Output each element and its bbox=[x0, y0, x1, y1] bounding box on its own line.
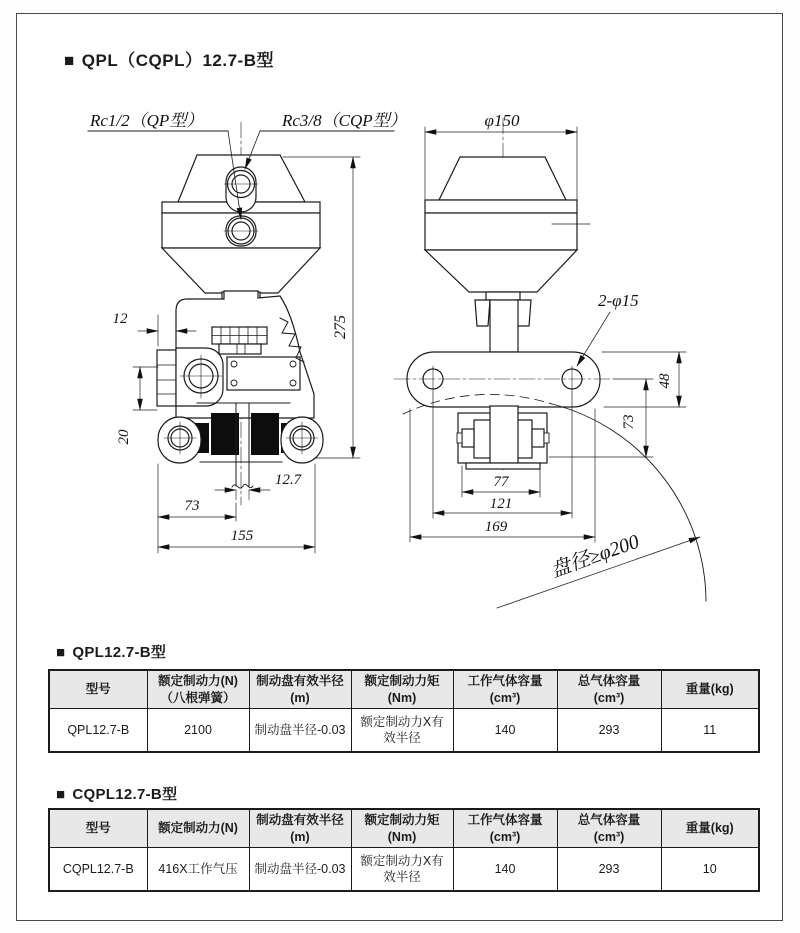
disc-note: 盘径≥φ200 bbox=[547, 530, 643, 583]
chamber-cone-side bbox=[425, 250, 577, 292]
col-rated-force: 额定制动力(N) bbox=[147, 809, 249, 848]
cell-model: QPL12.7-B bbox=[49, 709, 147, 753]
section-bullet-icon: ■ bbox=[56, 786, 66, 803]
cell-effective-radius: 制动盘半径-0.03 bbox=[249, 848, 351, 892]
name-plate bbox=[227, 357, 300, 390]
cell-total-volume: 293 bbox=[557, 709, 661, 753]
stem-nut-left bbox=[475, 300, 490, 326]
dim-48: 48 bbox=[657, 373, 673, 389]
cell-working-volume: 140 bbox=[453, 848, 557, 892]
cell-rated-force: 2100 bbox=[147, 709, 249, 753]
dim-73-left: 73 bbox=[184, 498, 200, 514]
section-bullet-icon: ■ bbox=[56, 644, 66, 661]
dim-121: 121 bbox=[489, 496, 513, 512]
dim-77: 77 bbox=[493, 474, 509, 490]
dim-275: 275 bbox=[332, 315, 349, 339]
section-bullet-icon: ■ bbox=[64, 51, 75, 70]
adjuster-base bbox=[219, 344, 261, 354]
table-header-row bbox=[49, 809, 759, 848]
col-effective-radius: 制动盘有效半径 (m) bbox=[249, 809, 351, 848]
label-2-dia15: 2-φ15 bbox=[598, 291, 639, 310]
bracket-foot bbox=[466, 463, 540, 469]
cell-rated-force: 416X工作气压 bbox=[147, 848, 249, 892]
col-effective-radius: 制动盘有效半径 (m) bbox=[249, 670, 351, 709]
col-total-volume: 总气体容量 (cm³) bbox=[557, 809, 661, 848]
chamber-bottom-trapezoid bbox=[162, 248, 320, 293]
dim-12: 12 bbox=[112, 311, 128, 327]
dim-12-7: 12.7 bbox=[274, 472, 302, 488]
port-label-cqp: Rc3/8（CQP型） bbox=[282, 111, 407, 130]
stem-collar bbox=[486, 292, 520, 300]
front-view bbox=[157, 122, 323, 505]
leader-2-dia15 bbox=[577, 312, 610, 366]
cell-total-volume: 293 bbox=[557, 848, 661, 892]
chamber-dome-side bbox=[439, 157, 566, 200]
cqpl-spec-table bbox=[48, 808, 760, 892]
cell-weight: 11 bbox=[661, 709, 759, 753]
col-total-volume: 总气体容量 (cm³) bbox=[557, 670, 661, 709]
side-view bbox=[394, 118, 706, 601]
lug-left bbox=[158, 417, 201, 463]
col-model: 型号 bbox=[49, 809, 147, 848]
brake-pad-right bbox=[251, 413, 279, 455]
cell-weight: 10 bbox=[661, 848, 759, 892]
dim-dia150: φ150 bbox=[484, 111, 520, 130]
brake-pad-left bbox=[211, 413, 239, 455]
col-rated-force: 额定制动力(N) （八根弹簧） bbox=[147, 670, 249, 709]
cell-torque: 额定制动力X有效半径 bbox=[351, 709, 453, 753]
col-working-volume: 工作气体容量 (cm³) bbox=[453, 670, 557, 709]
table-header-row bbox=[49, 670, 759, 709]
col-torque: 额定制动力矩 (Nm) bbox=[351, 670, 453, 709]
dim-20: 20 bbox=[116, 429, 132, 445]
page-title: ■ QPL（CQPL）12.7-B型 bbox=[64, 51, 274, 70]
cell-effective-radius: 制动盘半径-0.03 bbox=[249, 709, 351, 753]
col-torque: 额定制动力矩 (Nm) bbox=[351, 809, 453, 848]
section-title-cqpl: ■ CQPL12.7-B型 bbox=[56, 786, 178, 803]
qpl-spec-table bbox=[48, 669, 760, 753]
col-model: 型号 bbox=[49, 670, 147, 709]
port-label-qp: Rc1/2（QP型） bbox=[90, 111, 204, 130]
col-working-volume: 工作气体容量 (cm³) bbox=[453, 809, 557, 848]
cell-torque: 额定制动力X有效半径 bbox=[351, 848, 453, 892]
mount-plate bbox=[407, 352, 600, 407]
dim-155: 155 bbox=[230, 528, 254, 544]
cell-model: CQPL12.7-B bbox=[49, 848, 147, 892]
table-row bbox=[49, 848, 759, 892]
cell-working-volume: 140 bbox=[453, 709, 557, 753]
col-weight: 重量(kg) bbox=[661, 809, 759, 848]
roller-bolt-right bbox=[532, 429, 544, 447]
mount-bracket bbox=[157, 350, 176, 406]
dim-169: 169 bbox=[484, 519, 508, 535]
chamber-body-side bbox=[425, 213, 577, 250]
dim-73-right: 73 bbox=[621, 414, 637, 430]
upper-port-boss bbox=[226, 167, 256, 212]
col-weight: 重量(kg) bbox=[661, 670, 759, 709]
pivot-plate bbox=[176, 348, 223, 406]
push-rod bbox=[490, 300, 518, 352]
disc-break-symbol bbox=[232, 484, 253, 488]
table-row bbox=[49, 709, 759, 753]
roller-bolt-left bbox=[462, 429, 474, 447]
section-title-qpl: ■ QPL12.7-B型 bbox=[56, 644, 167, 661]
chamber-band-side bbox=[425, 200, 577, 213]
roller-shaft bbox=[490, 406, 518, 463]
